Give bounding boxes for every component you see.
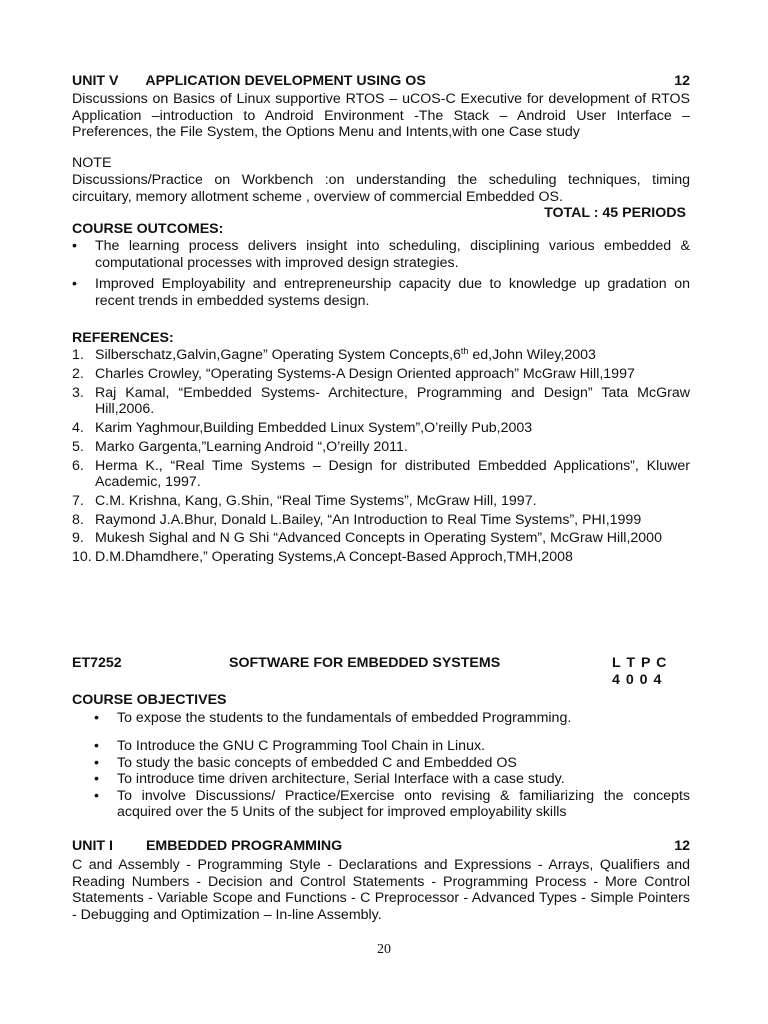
bullet-icon: •: [94, 754, 99, 771]
reference-item: [72, 385, 690, 418]
unit1-body: C and Assembly - Programming Style - Declarations and Expressions - Arrays, Qualifiers and Reading Numbers - Decision and Control Statements - Programming Process - More Control Statements - Variable Scope and Functions - C Preprocessor - Advanced Types - Simple Pointers - Debugging and Optimization – In-line Assembly.: [72, 857, 690, 923]
page-number: 20: [377, 942, 391, 957]
reference-number: 6.: [72, 457, 84, 474]
reference-item: [72, 420, 690, 437]
bullet-icon: •: [94, 738, 99, 754]
reference-item: [72, 439, 690, 456]
reference-number: 8.: [72, 511, 84, 528]
reference-text: Marko Gargenta,”Learning Android “,O’reilly 2011.: [95, 438, 408, 455]
list-item: • To introduce time driven architecture, Serial Interface with a case study.: [94, 771, 565, 788]
unit5-heading: [72, 73, 690, 90]
course-title: SOFTWARE FOR EMBEDDED SYSTEMS: [229, 655, 501, 671]
bullet-icon: •: [94, 787, 99, 804]
unit5-hours: 12: [674, 73, 690, 89]
note-body: Discussions/Practice on Workbench :on understanding the scheduling techniques, timing circuitary, memory allotment scheme , overview of commercial Embedded OS.: [72, 172, 690, 205]
reference-item: [72, 549, 690, 566]
reference-text: Raymond J.A.Bhur, Donald L.Bailey, “An Introduction to Real Time Systems”, PHI,1999: [95, 511, 642, 528]
course-code: ET7252: [72, 655, 122, 671]
reference-text-tail: ed,John Wiley,2003: [468, 347, 596, 363]
outcomes-heading: COURSE OUTCOMES:: [72, 221, 224, 237]
reference-number: 3.: [72, 384, 84, 401]
reference-number: 10.: [72, 549, 92, 566]
total-periods: TOTAL : 45 PERIODS: [544, 205, 686, 221]
references-heading: REFERENCES:: [72, 330, 174, 346]
reference-text: Raj Kamal, “Embedded Systems- Architecture, Programming and Design” Tata McGraw Hill,2006.: [95, 384, 690, 418]
list-item: • To Introduce the GNU C Programming Tool Chain in Linux.: [94, 738, 485, 754]
unit5-body: Discussions on Basics of Linux supportive RTOS – uCOS-C Executive for development of RTOS Application –introduction to Android Environment -The Stack – Android User Interface – Preferences, the File System, the Options Menu and Intents,with one Case study: [72, 91, 690, 141]
bullet-icon: •: [94, 771, 99, 788]
reference-item: [72, 347, 690, 364]
unit1-hours: 12: [674, 838, 690, 854]
ltpc-values: 4 0 0 4: [612, 672, 662, 688]
unit5-code: UNIT V: [72, 73, 119, 89]
list-item: • To study the basic concepts of embedded C and Embedded OS: [94, 754, 517, 771]
reference-number: 4.: [72, 419, 84, 436]
reference-text: Charles Crowley, “Operating Systems-A Design Oriented approach” McGraw Hill,1997: [95, 365, 635, 382]
outcomes-list: [72, 238, 690, 309]
bullet-icon: •: [94, 710, 99, 726]
reference-item: [72, 366, 690, 383]
reference-text: Silberschatz,Galvin,Gagne” Operating System Concepts,6: [95, 347, 461, 363]
objectives-list: [94, 738, 690, 821]
reference-text: Herma K., “Real Time Systems – Design for distributed Embedded Applications”, Kluwer Academic, 1997.: [95, 457, 690, 491]
reference-text: D.M.Dhamdhere,” Operating Systems,A Concept-Based Approch,TMH,2008: [95, 549, 573, 566]
reference-text: C.M. Krishna, Kang, G.Shin, “Real Time Systems”, McGraw Hill, 1997.: [95, 492, 537, 509]
references-list: [72, 347, 690, 568]
reference-item: [72, 493, 690, 510]
reference-number: 1.: [72, 347, 84, 363]
list-item: • Improved Employability and entrepreneurship capacity due to knowledge up gradation on recent trends in embedded systems design.: [72, 276, 690, 309]
unit1-heading: [72, 838, 690, 855]
reference-text: Karim Yaghmour,Building Embedded Linux System”,O’reilly Pub,2003: [95, 419, 533, 436]
note-heading: NOTE: [72, 155, 112, 171]
reference-number: 2.: [72, 365, 84, 382]
objectives-heading: COURSE OBJECTIVES: [72, 692, 227, 708]
ltpc-label: L T P C: [612, 655, 667, 671]
list-item: • The learning process delivers insight into scheduling, disciplining various embedded & computational processes with improved design strategies.: [72, 238, 690, 271]
reference-number: 5.: [72, 438, 84, 455]
reference-item: [72, 458, 690, 491]
reference-superscript: th: [460, 346, 469, 356]
reference-item: [72, 530, 690, 547]
reference-item: [72, 512, 690, 529]
bullet-icon: •: [72, 276, 77, 293]
reference-text: Mukesh Sighal and N G Shi “Advanced Concepts in Operating System”, McGraw Hill,2000: [95, 530, 662, 547]
reference-number: 7.: [72, 492, 84, 509]
unit1-title: EMBEDDED PROGRAMMING: [145, 838, 343, 854]
objective-first: • To expose the students to the fundamentals of embedded Programming.: [94, 710, 572, 726]
list-item: • To involve Discussions/ Practice/Exercise onto revising & familiarizing the concepts acquired over the 5 Units of the subject for improved employability skills: [94, 787, 690, 821]
bullet-icon: •: [72, 238, 77, 254]
unit1-code: UNIT I: [72, 838, 113, 854]
unit5-title: APPLICATION DEVELOPMENT USING OS: [145, 73, 426, 89]
reference-number: 9.: [72, 530, 84, 547]
